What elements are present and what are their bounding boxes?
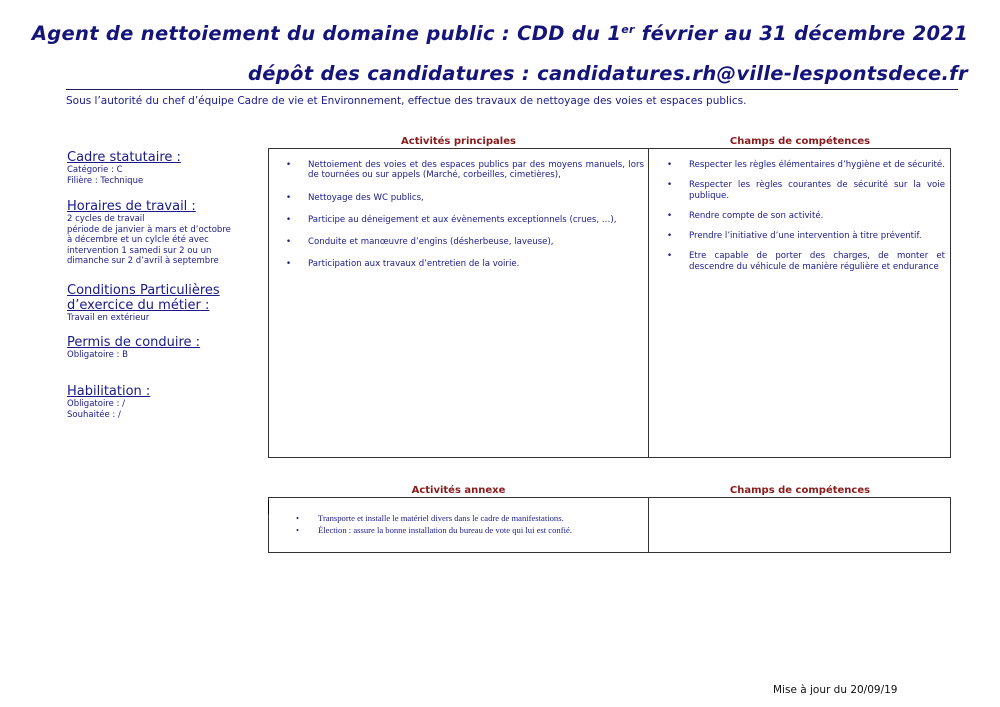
main-activities-header: Activités principales: [401, 136, 516, 147]
annex-competences-header: Champs de compétences: [729, 485, 871, 496]
section-conditions: [67, 283, 220, 324]
section-cadre-statutaire: [67, 150, 181, 186]
list-item: • Élection : assure la bonne installation du bureau de vote qui lui est confié.: [270, 524, 646, 536]
annex-activities-list: [270, 512, 646, 536]
heading-horaires: Horaires de travail :: [67, 199, 196, 214]
sidebar-line: Souhaitée : /: [67, 409, 121, 420]
sidebar-line: Filière : Technique: [67, 175, 144, 186]
main-competences-header: Champs de compétences: [729, 136, 871, 147]
list-item: • Conduite et manœuvre d’engins (désherbeuse, laveuse),: [278, 237, 644, 247]
page-title: [0, 22, 1000, 45]
heading-habilitation: Habilitation :: [67, 384, 151, 399]
annex-table-divider: [648, 497, 649, 553]
sidebar-line: Obligatoire : B: [67, 350, 128, 360]
page-subtitle: dépôt des candidatures : candidatures.rh@ville-lespontsdece.fr: [248, 62, 968, 85]
main-competences-list: [659, 160, 945, 282]
list-item: • Nettoiement des voies et des espaces publics par des moyens manuels, lors de tournées ou sur appels (Marché, corbeilles, cimetières),: [278, 160, 644, 181]
intro-text: Sous l’autorité du chef d’équipe Cadre de vie et Environnement, effectue des travaux de nettoyage des voies et espaces publics.: [66, 95, 747, 107]
list-item: • Transporte et installe le matériel divers dans le cadre de manifestations.: [270, 512, 646, 524]
list-item: • Respecter les règles élémentaires d’hygiène et de sécurité.: [659, 160, 945, 170]
sidebar-line: 2 cycles de travail: [67, 214, 145, 224]
heading-permis: Permis de conduire :: [67, 335, 201, 350]
sidebar-line: Travail en extérieur: [67, 313, 150, 323]
list-item: • Prendre l’initiative d’une intervention à titre préventif.: [659, 231, 945, 241]
list-item: • Rendre compte de son activité.: [659, 211, 945, 221]
text-cursor: [268, 500, 269, 514]
main-table-divider: [648, 148, 649, 458]
sidebar-line: période de janvier à mars et d’octobre: [67, 224, 231, 235]
section-permis: [67, 335, 200, 361]
list-item: • Respecter les règles courantes de sécurité sur la voie publique.: [659, 180, 945, 201]
header-divider: [66, 89, 958, 90]
heading-conditions-line2: d’exercice du métier :: [67, 298, 210, 313]
annex-activities-header: Activités annexe: [411, 485, 506, 496]
sidebar-line: intervention 1 samedi sur 2 ou un: [67, 245, 212, 256]
title-text-2: février au 31 décembre 2021: [634, 22, 969, 45]
update-date: Mise à jour du 20/09/19: [773, 684, 898, 696]
sidebar-line: à décembre et un cylcle été avec: [67, 235, 209, 245]
sidebar-line: dimanche sur 2 d’avril à septembre: [67, 256, 219, 266]
title-text-1: Agent de nettoiement du domaine public : CDD du 1: [31, 22, 622, 45]
title-superscript: er: [621, 23, 635, 36]
list-item: • Nettoyage des WC publics,: [278, 193, 644, 203]
sidebar-line: Obligatoire : /: [67, 399, 125, 409]
section-horaires: [67, 199, 231, 267]
heading-conditions-line1: Conditions Particulières: [67, 283, 220, 298]
main-activities-list: [278, 160, 644, 282]
list-item: • Etre capable de porter des charges, de monter et descendre du véhicule de manière régulière et endurance: [659, 251, 945, 272]
heading-cadre-statutaire: Cadre statutaire :: [67, 150, 181, 165]
sidebar-line: Catégorie : C: [67, 165, 123, 175]
list-item: • Participe au déneigement et aux évènements exceptionnels (crues, …),: [278, 215, 644, 225]
section-habilitation: [67, 384, 150, 420]
list-item: • Participation aux travaux d’entretien de la voirie.: [278, 259, 644, 269]
